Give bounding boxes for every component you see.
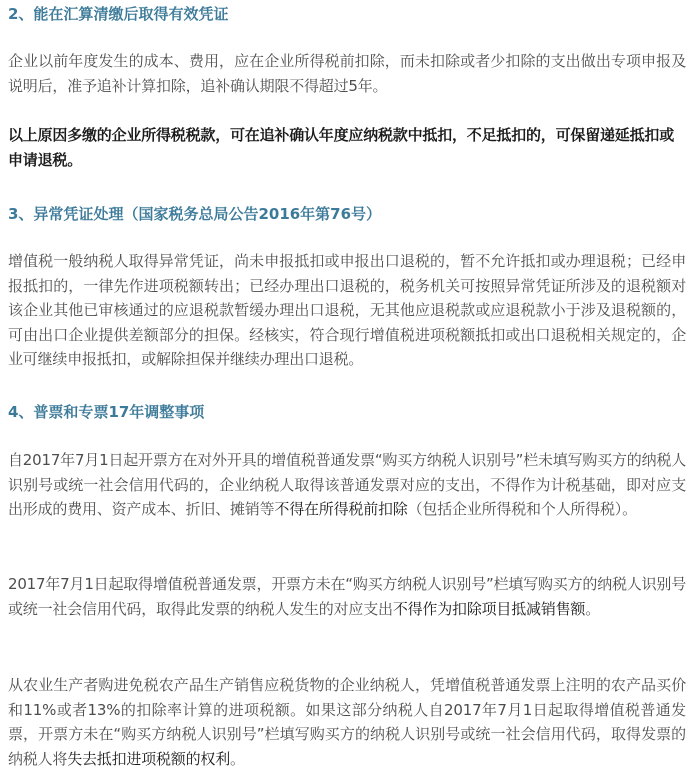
paragraph-text: 2017年7月1日起取得增值税普通发票，开票方未在“购买方纳税人识别号”栏填写购买方的纳税人识别号或统一社会信用代码，取得此发票的纳税人发生的对应支出 bbox=[8, 575, 687, 618]
paragraph-refund-bold: 以上原因多缴的企业所得税税款，可在追补确认年度应纳税款中抵扣，不足抵扣的，可保留递延抵扣或申请退税。 bbox=[8, 126, 675, 169]
section-heading-2: 2、能在汇算清缴后取得有效凭证 bbox=[8, 5, 229, 23]
paragraph-text: 。 bbox=[585, 599, 601, 618]
paragraph-abnormal-invoice: 增值税一般纳税人取得异常凭证，尚未申报抵扣或申报出口退税的，暂不允许抵扣或办理退税；已经申报抵扣的，一律先作进项税额转出；已经办理出口退税的，税务机关可按照异常凭证所涉及的退税额对该企业其他已审核通过的应退税款暂缓办理出口退税，无其他应退税款或应退税款小于涉及退税额的，可由出口企业提供差额部分的担保。经核实，符合现行增值税进项税额抵扣或出口退税相关规定的，企业可继续申报抵扣，或解除担保并继续办理出口退税。 bbox=[8, 252, 686, 368]
paragraph-ordinary-invoice-2017 bbox=[8, 448, 686, 522]
paragraph-text: 。 bbox=[230, 749, 245, 768]
emphasis-text: 不得在所得税前扣除 bbox=[274, 500, 408, 518]
section-heading-3: 3、异常凭证处理（国家税务总局公告2016年第76号） bbox=[8, 205, 382, 223]
paragraph-text: 从农业生产者购进免税农产品生产销售应税货物的企业纳税人，凭增值税普通发票上注明的农产品买价和11%或者13%的扣除率计算的进项税额。如果这部分纳税人自2017年7月1日起取得增值税普通发票，开票方未在“购买方纳税人识别号”栏填写购买方的纳税人识别号或统一社会信用代码，取得发票的纳税人将 bbox=[8, 676, 686, 768]
paragraph-text: （包括企业所得税和个人所得税）。 bbox=[407, 500, 637, 518]
paragraph-deduction-sales bbox=[8, 572, 686, 621]
paragraph-text: 自2017年7月1日起开票方在对外开具的增值税普通发票“购买方纳税人识别号”栏未填写购买方的纳税人识别号或统一社会信用代码的，企业纳税人取得该普通发票对应的支出，不得作为计税基础，即对应支出形成的费用、资产成本、折旧、摊销等 bbox=[8, 451, 687, 518]
emphasis-text: 不得作为扣除项目抵减销售额 bbox=[392, 599, 586, 618]
paragraph-agricultural-products bbox=[8, 673, 686, 771]
paragraph-deduction-carryforward: 企业以前年度发生的成本、费用，应在企业所得税前扣除，而未扣除或者少扣除的支出做出专项申报及说明后，准予追补计算扣除，追补确认期限不得超过5年。 bbox=[8, 52, 686, 95]
section-heading-4: 4、普票和专票17年调整事项 bbox=[8, 403, 205, 421]
emphasis-text: 失去抵扣进项税额的权利 bbox=[67, 749, 231, 768]
